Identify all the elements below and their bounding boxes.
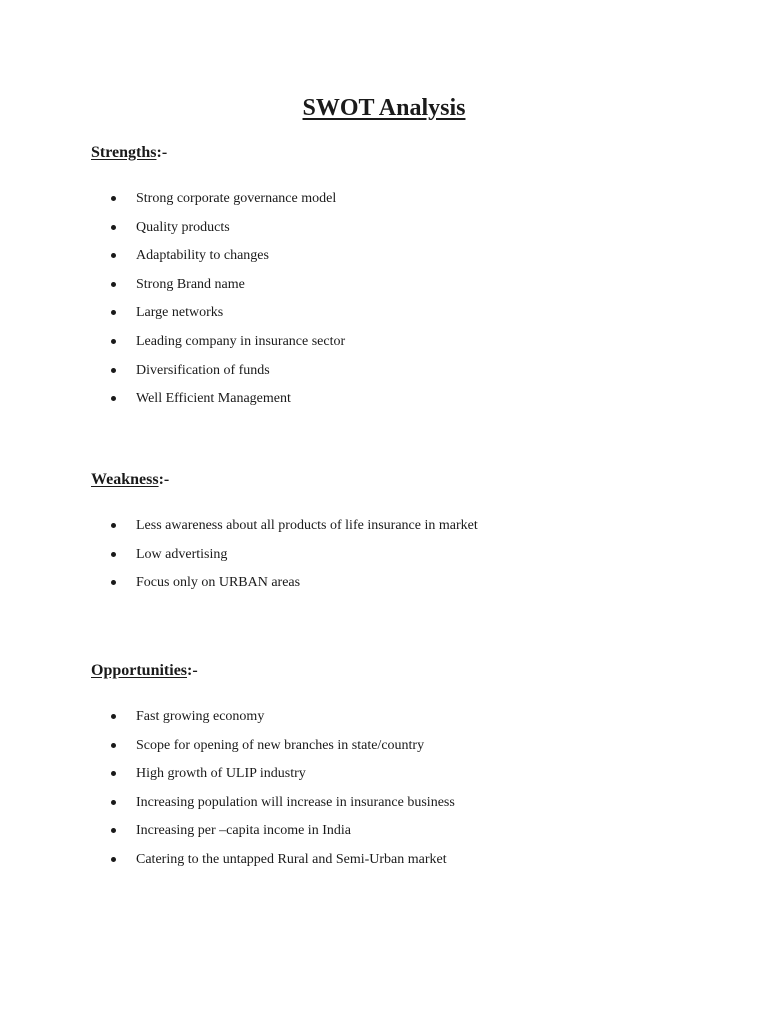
list-item <box>110 850 455 879</box>
bullet-icon <box>111 828 116 833</box>
strengths-list <box>110 189 345 418</box>
list-item <box>110 332 345 361</box>
list-item-text: High growth of ULIP industry <box>136 766 306 782</box>
strengths-heading-suffix: :- <box>156 144 168 161</box>
weakness-heading-suffix: :- <box>158 471 170 488</box>
list-item <box>110 303 345 332</box>
list-item-text: Well Efficient Management <box>136 391 291 407</box>
strengths-heading-label: Strengths <box>91 144 157 161</box>
list-item <box>110 793 455 822</box>
list-item <box>110 516 478 545</box>
list-item <box>110 707 455 736</box>
list-item <box>110 764 455 793</box>
bullet-icon <box>111 282 116 287</box>
list-item-text: Less awareness about all products of life insurance in market <box>136 518 478 533</box>
list-item <box>110 573 478 602</box>
weakness-list <box>110 516 478 602</box>
list-item-text: Strong Brand name <box>136 276 245 292</box>
list-item <box>110 545 478 574</box>
bullet-icon <box>111 552 116 557</box>
weakness-heading <box>91 470 169 490</box>
list-item-text: Fast growing economy <box>136 709 265 724</box>
bullet-icon <box>111 580 116 585</box>
strengths-heading <box>91 143 167 163</box>
bullet-icon <box>111 800 116 805</box>
list-item <box>110 361 345 390</box>
list-item-text: Large networks <box>136 305 224 321</box>
bullet-icon <box>111 339 116 344</box>
bullet-icon <box>111 396 116 401</box>
bullet-icon <box>111 253 116 258</box>
list-item-text: Low advertising <box>136 546 228 562</box>
list-item-text: Adaptability to changes <box>136 248 269 264</box>
weakness-heading-label: Weakness <box>91 471 159 488</box>
list-item-text: Focus only on URBAN areas <box>136 575 301 591</box>
list-item <box>110 389 345 418</box>
opportunities-list <box>110 707 455 879</box>
list-item-text: Strong corporate governance model <box>136 191 337 206</box>
bullet-icon <box>111 310 116 315</box>
list-item-text: Quality products <box>136 219 230 235</box>
list-item-text: Leading company in insurance sector <box>136 333 346 349</box>
list-item <box>110 736 455 765</box>
list-item <box>110 246 345 275</box>
bullet-icon <box>111 857 116 862</box>
opportunities-heading-suffix: :- <box>187 662 198 679</box>
list-item <box>110 189 345 218</box>
bullet-icon <box>111 368 116 373</box>
list-item <box>110 821 455 850</box>
bullet-icon <box>111 523 116 528</box>
bullet-icon <box>111 771 116 776</box>
bullet-icon <box>111 714 116 719</box>
opportunities-heading-label: Opportunities <box>91 662 188 679</box>
list-item-text: Diversification of funds <box>136 362 270 378</box>
opportunities-heading <box>91 661 198 681</box>
bullet-icon <box>111 225 116 230</box>
list-item-text: Scope for opening of new branches in state/country <box>136 737 425 753</box>
bullet-icon <box>111 196 116 201</box>
list-item <box>110 218 345 247</box>
list-item-text: Catering to the untapped Rural and Semi-Urban market <box>136 851 447 867</box>
list-item-text: Increasing per –capita income in India <box>136 823 351 839</box>
list-item-text: Increasing population will increase in insurance business <box>136 794 455 810</box>
list-item <box>110 275 345 304</box>
page-title: SWOT Analysis <box>302 95 466 121</box>
bullet-icon <box>111 743 116 748</box>
